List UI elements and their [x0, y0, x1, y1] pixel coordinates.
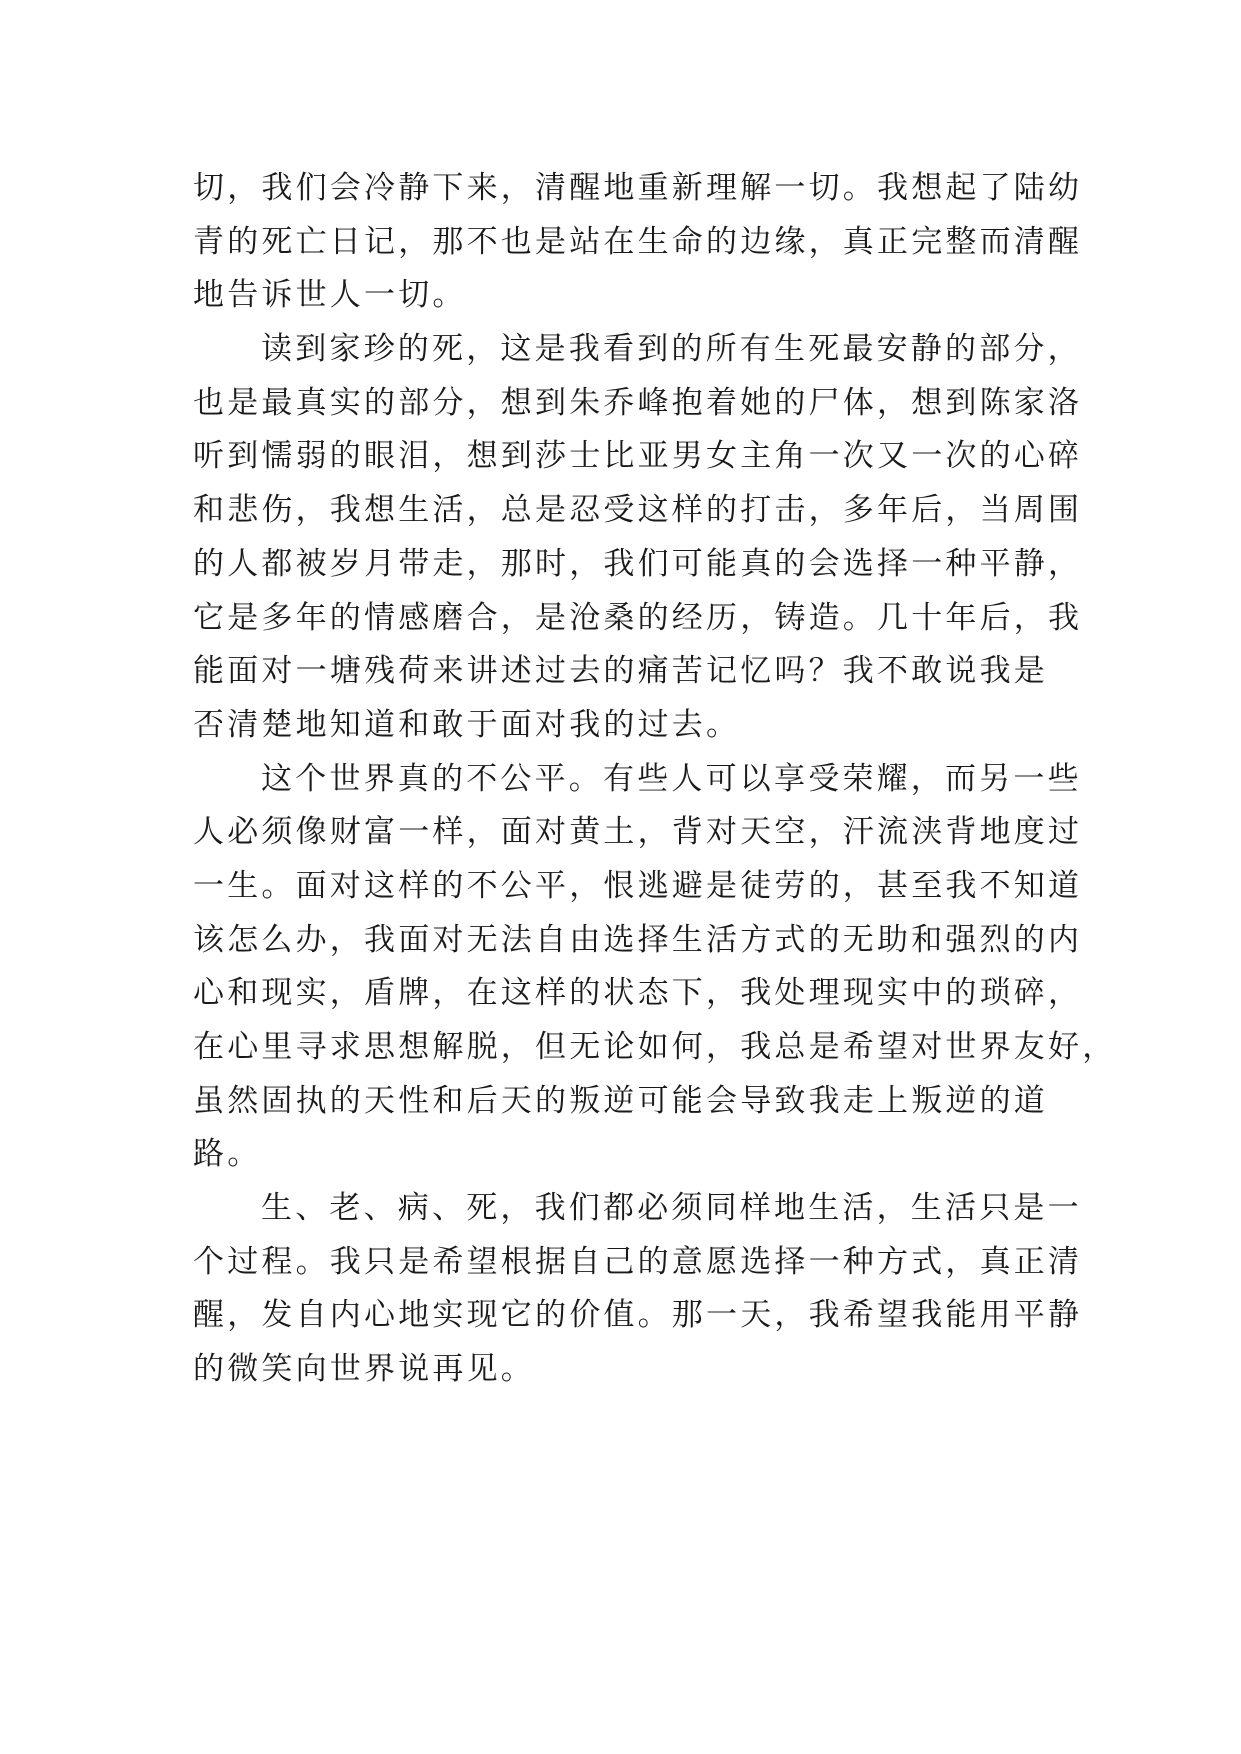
- text-line: 路。: [193, 1136, 262, 1173]
- text-line: 否清楚地知道和敢于面对我的过去。: [193, 706, 741, 743]
- paragraph-1: [193, 162, 1083, 323]
- text-line: 青的死亡日记，那不也是站在生命的边缘，真正完整而清醒: [193, 223, 1083, 260]
- text-line: 生、老、病、死，我们都必须同样地生活，生活只是一: [261, 1190, 1082, 1227]
- text-line: 的微笑向世界说再见。: [193, 1351, 535, 1388]
- text-line: 一生。面对这样的不公平，恨逃避是徒劳的，甚至我不知道: [193, 867, 1083, 904]
- text-line: 地告诉世人一切。: [193, 277, 467, 314]
- text-line: 能面对一塘残荷来讲述过去的痛苦记忆吗？我不敢说我是: [193, 653, 1048, 690]
- paragraph-3: [193, 753, 1117, 1183]
- text-line: 人必须像财富一样，面对黄土，背对天空，汗流浃背地度过: [193, 814, 1083, 851]
- text-line: 虽然固执的天性和后天的叛逆可能会导致我走上叛逆的道: [193, 1082, 1048, 1119]
- text-line: 这个世界真的不公平。有些人可以享受荣耀，而另一些: [261, 760, 1082, 797]
- text-line: 也是最真实的部分，想到朱乔峰抱着她的尸体，想到陈家洛: [193, 384, 1083, 421]
- document-body: [193, 162, 1117, 1397]
- text-line: 的人都被岁月带走，那时，我们可能真的会选择一种平静，: [193, 545, 1083, 582]
- text-line: 读到家珍的死，这是我看到的所有生死最安静的部分，: [261, 331, 1082, 368]
- text-line: 听到懦弱的眼泪，想到莎士比亚男女主角一次又一次的心碎: [193, 438, 1083, 475]
- text-line: 它是多年的情感磨合，是沧桑的经历，铸造。几十年后，我: [193, 599, 1083, 636]
- paragraph-2: [193, 323, 1083, 753]
- text-line: 在心里寻求思想解脱，但无论如何，我总是希望对世界友好，: [193, 1029, 1117, 1065]
- text-line: 醒，发自内心地实现它的价值。那一天，我希望我能用平静: [193, 1297, 1083, 1334]
- text-line: 和悲伤，我想生活，总是忍受这样的打击，多年后，当周围: [193, 492, 1083, 529]
- paragraph-4: [193, 1182, 1083, 1397]
- text-line: 切，我们会冷静下来，清醒地重新理解一切。我想起了陆幼: [193, 170, 1083, 206]
- text-line: 个过程。我只是希望根据自己的意愿选择一种方式，真正清: [193, 1243, 1083, 1280]
- text-line: 该怎么办，我面对无法自由选择生活方式的无助和强烈的内: [193, 921, 1083, 958]
- text-line: 心和现实，盾牌，在这样的状态下，我处理现实中的琐碎，: [193, 975, 1083, 1012]
